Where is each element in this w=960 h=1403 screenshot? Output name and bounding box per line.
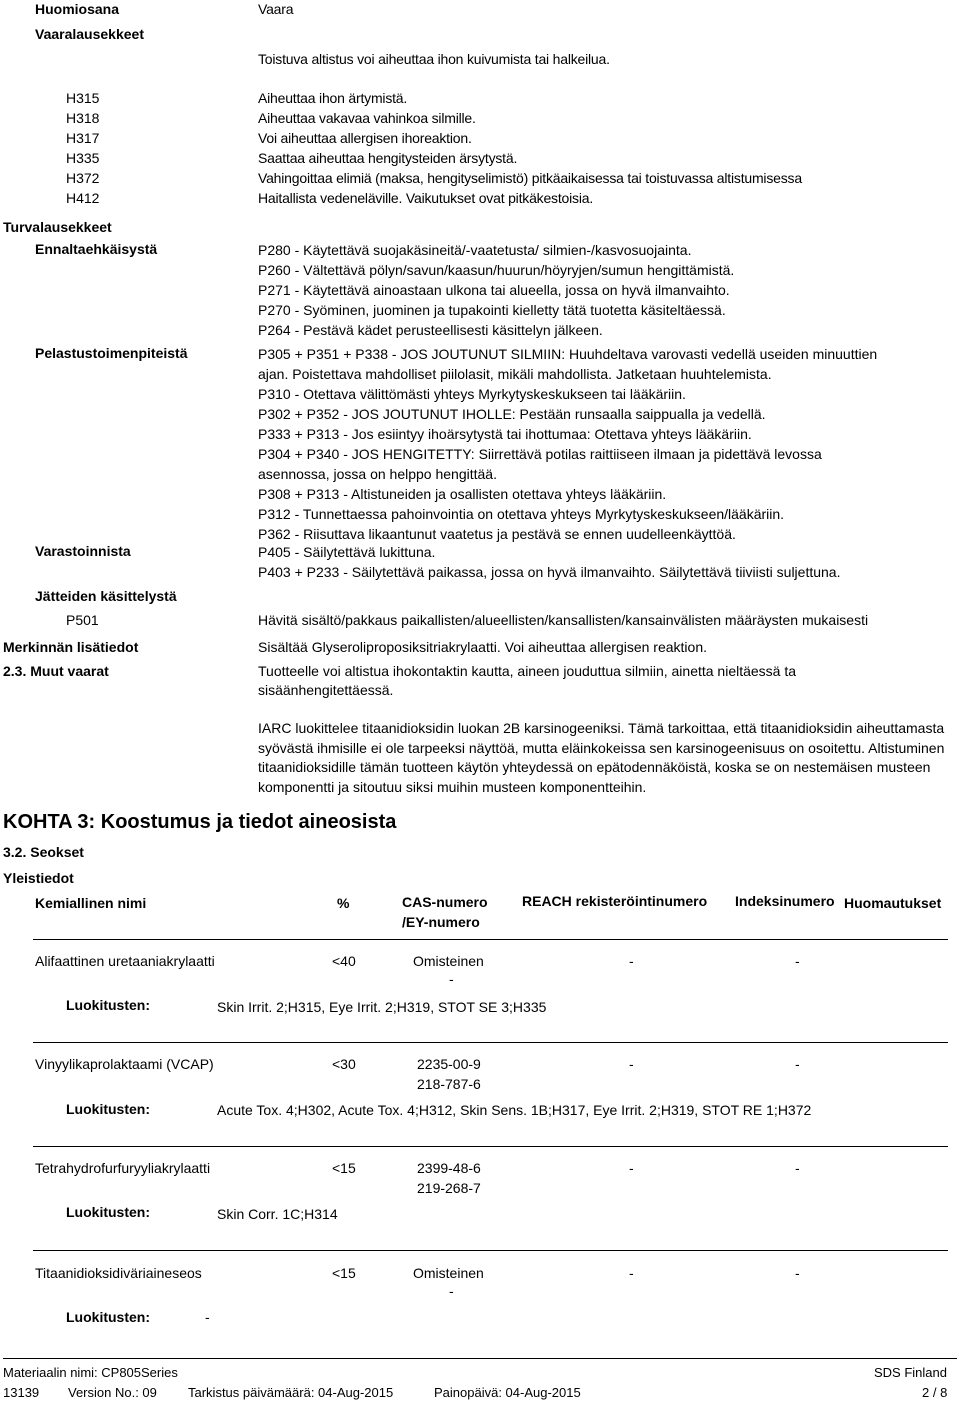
jatteet-label: Jätteiden käsittelystä bbox=[35, 588, 177, 604]
row-classification-label: Luokitusten: bbox=[66, 1101, 150, 1117]
row-classification-label: Luokitusten: bbox=[66, 997, 150, 1013]
pelastus-label: Pelastustoimenpiteistä bbox=[35, 345, 188, 361]
hazard-code: H372 bbox=[66, 170, 100, 186]
hazard-text: Vahingoittaa elimiä (maksa, hengityselimistö) pitkäaikaisessa tai toistuvassa altistumisessa bbox=[258, 170, 802, 186]
response-statement: P310 - Otettava välittömästi yhteys Myrkytyskeskukseen tai lääkäriin. bbox=[258, 386, 686, 402]
row-ec: 218-787-6 bbox=[417, 1076, 481, 1092]
table-rule bbox=[33, 1042, 948, 1043]
prevention-statement: P271 - Käytettävä ainoastaan ulkona tai alueella, jossa on hyvä ilmanvaihto. bbox=[258, 282, 730, 298]
hazard-code: H315 bbox=[66, 90, 100, 106]
muut-vaarat-para1: Tuotteelle voi altistua ihokontaktin kautta, aineen jouduttua silmiin, ainetta nieltäessä ta sisäänhengitettäessä. bbox=[258, 663, 797, 698]
row-name: Vinyylikaprolaktaami (VCAP) bbox=[35, 1056, 214, 1072]
footer-rule bbox=[3, 1358, 957, 1359]
table-rule bbox=[33, 1146, 948, 1147]
jatteet-code: P501 bbox=[66, 612, 99, 628]
hazard-text: Saattaa aiheuttaa hengitysteiden ärsytystä. bbox=[258, 150, 518, 166]
prevention-statement: P264 - Pestävä kädet perusteellisesti käsittelyn jälkeen. bbox=[258, 322, 603, 338]
row-percent: <15 bbox=[332, 1265, 356, 1281]
row-percent: <15 bbox=[332, 1160, 356, 1176]
footer-print-date: Painopäivä: 04-Aug-2015 bbox=[434, 1385, 581, 1400]
table-rule bbox=[33, 939, 948, 940]
footer-page-number: 2 / 8 bbox=[922, 1385, 948, 1400]
muut-vaarat-para2: IARC luokittelee titaanidioksidin luokan 2B karsinogeeniksi. Tämä tarkoittaa, että titaanidioksidin aiheuttamasta syövästä ihmisille ei ole tarpeeksi näyttöä, mutta eläinkokeissa sen karsinogeenisuus on osoitettu. Altistuminen titaanidioksidille tämän tuotteen käytön yhteydessä on epätodennäköistä, koska se on nestemäisen musteen komponentti ja sitoutuu siksi muihin musteen komponentteihin. bbox=[258, 720, 945, 795]
hazard-text: Aiheuttaa vakavaa vahinkoa silmille. bbox=[258, 110, 476, 126]
hazard-texts bbox=[258, 88, 802, 208]
general-info-label: Yleistiedot bbox=[3, 870, 74, 886]
response-statement: P308 + P313 - Altistuneiden ja osallisten otettava yhteys lääkäriin. bbox=[258, 486, 667, 502]
turvalausekkeet-label: Turvalausekkeet bbox=[3, 219, 112, 235]
response-statement: P304 + P340 - JOS HENGITETTY: Siirrettävä potilas raittiiseen ilmaan ja pidettävä levossa bbox=[258, 446, 822, 462]
hazard-codes bbox=[66, 88, 99, 208]
varastointi-label: Varastoinnista bbox=[35, 543, 131, 559]
storage-statement: P405 - Säilytettävä lukittuna. bbox=[258, 544, 436, 560]
response-statement: P305 + P351 + P338 - JOS JOUTUNUT SILMIIN: Huuhdeltava varovasti vedellä useiden minuuttien bbox=[258, 346, 878, 362]
storage-statement: P403 + P233 - Säilytettävä paikassa, jossa on hyvä ilmanvaihto. Säilytettävä tiiviisti suljettuna. bbox=[258, 564, 841, 580]
hazard-code: H335 bbox=[66, 150, 100, 166]
row-ec: 219-268-7 bbox=[417, 1180, 481, 1196]
huomiosana-label: Huomiosana bbox=[35, 1, 120, 17]
section3-title: KOHTA 3: Koostumus ja tiedot aineosista bbox=[3, 811, 397, 833]
footer-version: Version No.: 09 bbox=[68, 1385, 157, 1400]
prevention-statement: P260 - Vältettävä pölyn/savun/kaasun/huurun/höyryjen/sumun hengittämistä. bbox=[258, 262, 735, 278]
row-ec: - bbox=[449, 1283, 454, 1299]
header-cas: CAS-numero /EY-numero bbox=[402, 894, 488, 930]
hazard-code: H318 bbox=[66, 110, 100, 126]
row-classification: Skin Corr. 1C;H314 bbox=[217, 1206, 338, 1222]
row-name: Titaanidioksidiväriaineseos bbox=[35, 1265, 202, 1281]
row-reach: - bbox=[629, 1056, 634, 1072]
row-index: - bbox=[795, 1160, 800, 1176]
response-statement: P312 - Tunnettaessa pahoinvointia on otettava yhteys Myrkytyskeskukseen/lääkäriin. bbox=[258, 506, 785, 522]
header-reach: REACH rekisteröintinumero bbox=[522, 893, 708, 909]
table-rule bbox=[33, 1250, 948, 1251]
hazard-text: Haitallista vedeneläville. Vaikutukset ovat pitkäkestoisia. bbox=[258, 190, 594, 206]
response-statement: ajan. Poistettava mahdolliset piilolasit, mikäli mahdollista. Jatketaan huuhtelemista. bbox=[258, 366, 772, 382]
header-index: Indeksinumero bbox=[735, 893, 835, 909]
footer-material: Materiaalin nimi: CP805Series bbox=[3, 1365, 178, 1380]
header-notes: Huomautukset bbox=[844, 895, 942, 911]
lisatiedot-text: Sisältää Glyseroliproposiksitriakrylaatti. Voi aiheuttaa allergisen reaktion. bbox=[258, 639, 707, 655]
row-classification-label: Luokitusten: bbox=[66, 1309, 150, 1325]
row-index: - bbox=[795, 953, 800, 969]
row-percent: <40 bbox=[332, 953, 356, 969]
response-statement: P333 + P313 - Jos esiintyy ihoärsytystä tai ihottumaa: Otettava yhteys lääkäriin. bbox=[258, 426, 752, 442]
row-cas: Omisteinen bbox=[413, 953, 484, 969]
row-cas: 2235-00-9 bbox=[417, 1056, 481, 1072]
footer-doc-number: 13139 bbox=[3, 1385, 40, 1400]
muut-vaarat-label: 2.3. Muut vaarat bbox=[3, 663, 109, 679]
row-ec: - bbox=[449, 971, 454, 987]
huomiosana-value: Vaara bbox=[258, 1, 294, 17]
row-cas: Omisteinen bbox=[413, 1265, 484, 1281]
prevention-statement: P270 - Syöminen, juominen ja tupakointi kielletty tätä tuotetta käsiteltäessä. bbox=[258, 302, 726, 318]
row-name: Tetrahydrofurfuryyliakrylaatti bbox=[35, 1160, 211, 1176]
hazard-text: Aiheuttaa ihon ärtymistä. bbox=[258, 90, 408, 106]
lisatiedot-label: Merkinnän lisätiedot bbox=[3, 639, 139, 655]
row-classification: - bbox=[205, 1309, 210, 1325]
row-cas: 2399-48-6 bbox=[417, 1160, 481, 1176]
section3-subtitle: 3.2. Seokset bbox=[3, 844, 84, 860]
hazard-intro: Toistuva altistus voi aiheuttaa ihon kuivumista tai halkeilua. bbox=[258, 51, 610, 67]
row-reach: - bbox=[629, 1160, 634, 1176]
row-index: - bbox=[795, 1056, 800, 1072]
jatteet-text: Hävitä sisältö/pakkaus paikallisten/alueellisten/kansallisten/kansainvälisten määräysten mukaisesti bbox=[258, 612, 869, 628]
row-classification: Acute Tox. 4;H302, Acute Tox. 4;H312, Skin Sens. 1B;H317, Eye Irrit. 2;H319, STOT RE 1;H372 bbox=[217, 1102, 812, 1118]
row-percent: <30 bbox=[332, 1056, 356, 1072]
header-name: Kemiallinen nimi bbox=[35, 895, 147, 911]
footer-sds: SDS Finland bbox=[874, 1365, 947, 1380]
row-reach: - bbox=[629, 953, 634, 969]
row-index: - bbox=[795, 1265, 800, 1281]
storage-list bbox=[258, 542, 840, 582]
row-name: Alifaattinen uretaaniakrylaatti bbox=[35, 953, 215, 969]
ennaltaehkaisysta-label: Ennaltaehkäisystä bbox=[35, 241, 158, 257]
response-list bbox=[258, 344, 877, 544]
row-reach: - bbox=[629, 1265, 634, 1281]
response-statement: P362 - Riisuttava likaantunut vaatetus ja pestävä se ennen uudelleenkäyttöä. bbox=[258, 526, 736, 542]
response-statement: asennossa, jossa on helppo hengittää. bbox=[258, 466, 497, 482]
footer-revision-date: Tarkistus päivämäärä: 04-Aug-2015 bbox=[188, 1385, 394, 1400]
vaaralausekkeet-label: Vaaralausekkeet bbox=[35, 26, 144, 42]
hazard-text: Voi aiheuttaa allergisen ihoreaktion. bbox=[258, 130, 472, 146]
hazard-code: H412 bbox=[66, 190, 100, 206]
header-percent: % bbox=[337, 895, 350, 911]
row-classification-label: Luokitusten: bbox=[66, 1204, 150, 1220]
prevention-statement: P280 - Käytettävä suojakäsineitä/-vaatetusta/ silmien-/kasvosuojainta. bbox=[258, 242, 692, 258]
row-classification: Skin Irrit. 2;H315, Eye Irrit. 2;H319, STOT SE 3;H335 bbox=[217, 999, 547, 1015]
hazard-code: H317 bbox=[66, 130, 100, 146]
response-statement: P302 + P352 - JOS JOUTUNUT IHOLLE: Pestään runsaalla saippualla ja vedellä. bbox=[258, 406, 766, 422]
prevention-list bbox=[258, 240, 734, 340]
